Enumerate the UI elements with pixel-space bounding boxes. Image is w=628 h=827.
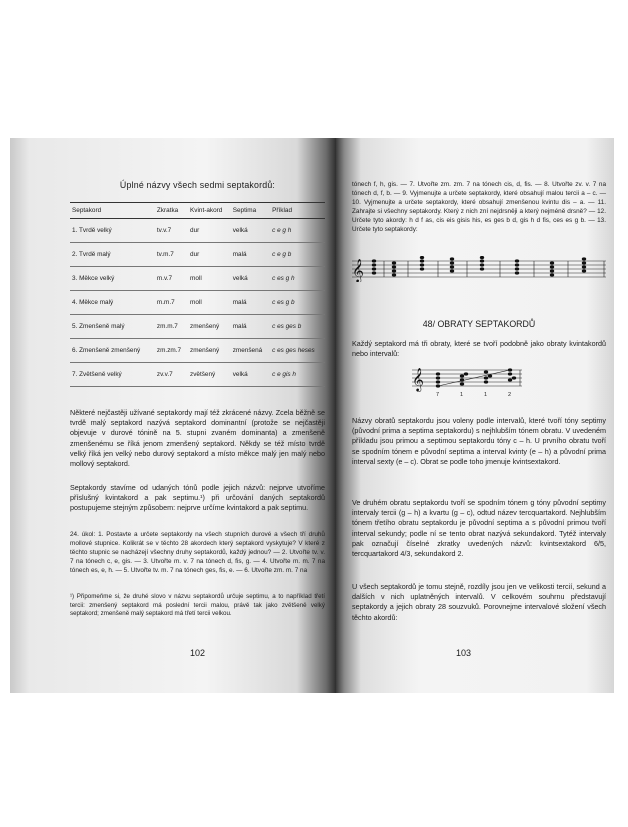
table-cell: zm.zm.7 (155, 339, 188, 363)
paragraph-short-names: Některé nejčastěji užívané septakordy mají též zkrácené názvy. Zcela běžně se tvrdě malý septakord nazývá septakord dominantní (protože se nejčastěji objevuje v durové tónině na 5. stupni zvaném dominanta) a zmenšeně zmenšenému se říká jenom zmenšený septakord. Někdy se též místo tvrdě velký říká jen velký nebo durový septakord a místo měkce malý jen malý nebo mollový septakord. (70, 408, 325, 469)
table-header: Kvint-akord (188, 203, 231, 219)
table-cell: c e g b (270, 243, 325, 267)
table-cell: zv.v.7 (155, 363, 188, 387)
table-header: Příklad (270, 203, 325, 219)
svg-text:𝄞: 𝄞 (352, 258, 364, 282)
table-cell: c es ges heses (270, 339, 325, 363)
table-cell: tv.m.7 (155, 243, 188, 267)
footnote: ¹) Připomeňme si, že druhé slovo v názvu septakordů určuje septimu, a to například třetí tercii: zmenšený septakord má poslední tercii malou, právě tak jako zvětšeně velký septakord; zmenšeně malý septakord má třetí tercii velkou. (70, 593, 325, 618)
table-cell: malá (231, 243, 270, 267)
table-cell: moll (188, 267, 231, 291)
page-number: 102 (190, 648, 206, 658)
music-example-inversions (412, 364, 522, 398)
example-number: 1 (484, 392, 488, 398)
table-row (70, 339, 325, 363)
table-cell: c e g h (270, 219, 325, 243)
table-cell: moll (188, 291, 231, 315)
paragraph-inversions: Každý septakord má tři obraty, které se tvoří podobně jako obraty kvintakordů nebo intervalů: (352, 339, 606, 359)
table-cell: m.m.7 (155, 291, 188, 315)
table-cell: velká (231, 267, 270, 291)
example-number: 2 (508, 392, 512, 398)
left-page (10, 138, 336, 693)
septachord-table (70, 202, 325, 387)
table-row (70, 219, 325, 243)
table-row (70, 243, 325, 267)
table-row (70, 315, 325, 339)
paragraph-summary: U všech septakordů je tomu stejně, rozdíly jsou jen ve velikosti tercií, sekund a dalších v nich uplatněných intervalů. V celkovém souhrnu představují septakordy a jejich obraty 28 souzvuků. Porovnejme intervalové složení všech těchto akordů: (352, 582, 606, 622)
table-header: Septakord (70, 203, 155, 219)
table-cell: velká (231, 363, 270, 387)
table-cell: 5. Zmenšeně malý (70, 315, 155, 339)
table-cell: c es g b (270, 291, 325, 315)
example-number: 1 (460, 392, 464, 398)
table-cell: zmenšená (231, 339, 270, 363)
table-cell: 3. Měkce velký (70, 267, 155, 291)
paragraph-building: Septakordy stavíme od udaných tónů podle jejich názvů: nejprve utvoříme příslušný kvintakord a pak septimu.¹) při určování daných septakordů postupujeme stejným způsobem: nejprve určíme kvintakord a pak septimu. (70, 483, 325, 513)
table-cell: zmenšený (188, 339, 231, 363)
table-cell: malá (231, 315, 270, 339)
paragraph-inversion-names: Názvy obratů septakordu jsou voleny podle intervalů, které tvoří tóny septimy (původní prima a septima septakordu) s nejhlubším tónem obratu. V uvedeném příkladu jsou primou a septimou septakordu tóny c – h. U prvního obratu tvoří se spodním tónem e původní septima a interval kvinty (e – h) a původní prima interval sexty (e – c). Obrat se podle toho jmenuje kvintsextakord. (352, 416, 606, 466)
table-header: Septima (231, 203, 270, 219)
table-cell: velká (231, 219, 270, 243)
exercise-24: 24. úkol: 1. Postavte a určete septakordy na všech stupních durové a všech tří druhů mollové stupnice. Kolikrát se v těchto 28 akordech který septakord vyskytuje? V které z těchto stupnic se nacházejí všechny druhy septakordů, každý jednou? — 2. Utvořte tv. v. 7 na tónech c, e, gis. — 3. Utvořte m. v. 7 na tónech d, fis, g. — 4. Utvořte m. m. 7 na tónech es, e, h. — 5. Utvořte tv. m. 7 na tónech ges, fis, e. — 6. Utvořte zm. m. 7 na (70, 531, 325, 574)
table-row (70, 363, 325, 387)
table-cell: 2. Tvrdě malý (70, 243, 155, 267)
table-cell: zm.m.7 (155, 315, 188, 339)
table-cell: zvětšený (188, 363, 231, 387)
page-number: 103 (456, 648, 472, 658)
table-row (70, 291, 325, 315)
book-spread (10, 138, 614, 693)
exercise-continuation: tónech f, h, gis. — 7. Utvořte zm. zm. 7 na tónech cis, d, fis. — 8. Utvořte zv. v. 7 na tónech d, f, b. — 9. Vyjmenujte a určete septakordy, které obsahují malou tercii a – c. — 10. Vyjmenujte a určete septakordy, které obsahují zmenšenou kvintu dis – a. — 11. Zahrajte si všechny septakordy. Který z nich zní nejdrsněji a který nejméně drsně? — 12. Určete tyto akordy: h d f as, cis eis gisis his, es ges b d, gis h d fis, ces es g b. — 13. Určete tyto septakordy: (352, 181, 606, 233)
section-title: 48/ OBRATY SEPTAKORDŮ (422, 319, 536, 329)
table-cell: dur (188, 243, 231, 267)
table-header: Zkratka (155, 203, 188, 219)
table-cell: 1. Tvrdě velký (70, 219, 155, 243)
table-cell: tv.v.7 (155, 219, 188, 243)
table-cell: c es g h (270, 267, 325, 291)
table-cell: zmenšený (188, 315, 231, 339)
table-cell: 7. Zvětšeně velký (70, 363, 155, 387)
table-cell: c e gis h (270, 363, 325, 387)
table-title: Úplné názvy všech sedmi septakordů: (119, 180, 276, 190)
example-number: 7 (436, 392, 440, 398)
table-header-row (70, 203, 325, 219)
table-cell: dur (188, 219, 231, 243)
music-staff-chords (352, 256, 606, 282)
right-page (336, 138, 614, 693)
table-cell: 4. Měkce malý (70, 291, 155, 315)
table-cell: 6. Zmenšeně zmenšený (70, 339, 155, 363)
svg-text:𝄞: 𝄞 (412, 367, 424, 391)
table-row (70, 267, 325, 291)
table-cell: c es ges b (270, 315, 325, 339)
paragraph-second-inversion: Ve druhém obratu septakordu tvoří se spodním tónem g tóny původní septimy intervaly tercii (g – h) a kvartu (g – c), odtud název tercquartakord. Nejhlubším tónem třetího obratu septakordu je původní septima a s původní primou tvoří interval sekundy; podle ní se tento obrat nazývá sekundakord. Tytéž intervaly pak označují číselné zkratky uvedených názvů: kvintsextakord 6/5, tercquartakord 4/3, sekundakord 2. (352, 498, 606, 559)
table-cell: m.v.7 (155, 267, 188, 291)
table-cell: malá (231, 291, 270, 315)
